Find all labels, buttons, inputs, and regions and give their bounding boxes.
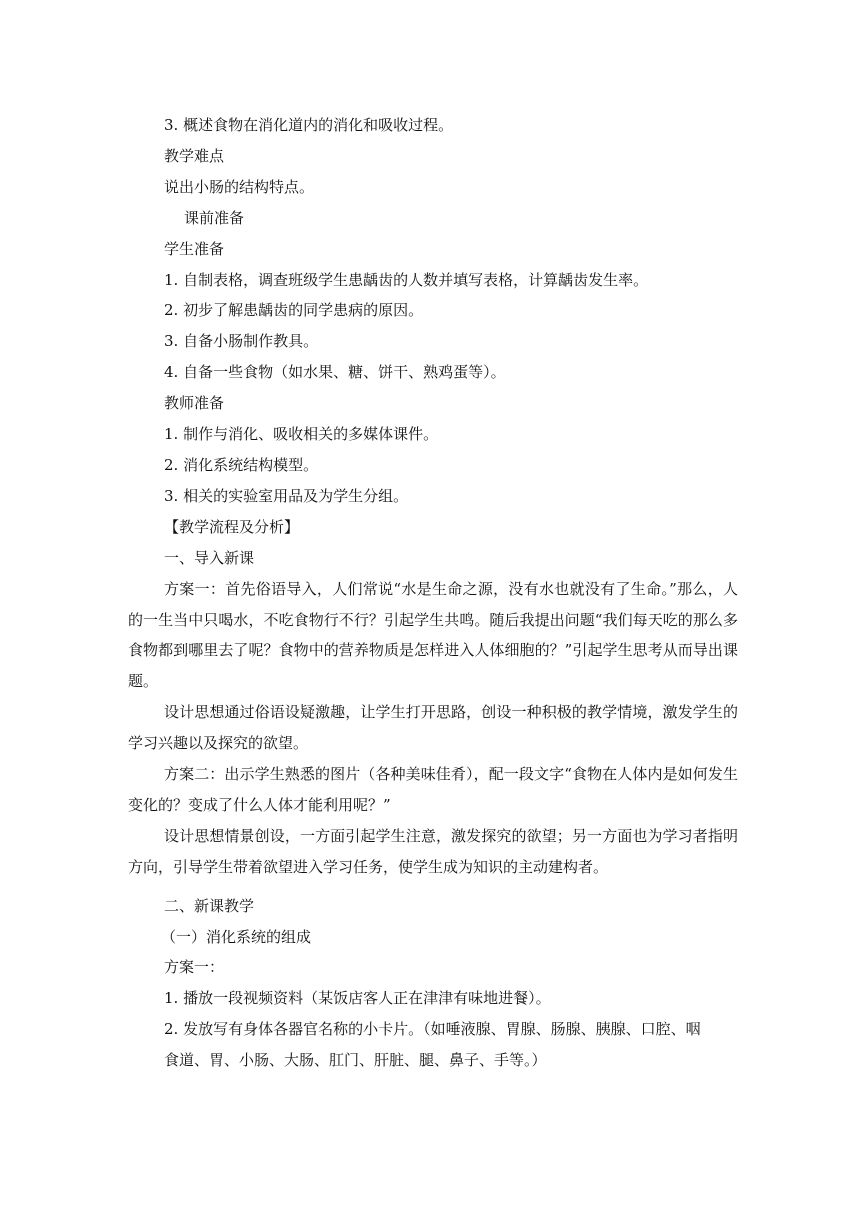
paragraph-design-idea-1: 设计思想通过俗语设疑激趣，让学生打开思路，创设一种积极的教学情境，激发学生的学习兴趣以及探究的欲望。 xyxy=(128,703,738,753)
list-item-lesson-1: 1. 播放一段视频资料（某饭店客人正在津津有味地进餐）。 xyxy=(164,989,551,1008)
heading-teaching-flow: 【教学流程及分析】 xyxy=(164,517,300,536)
list-item-teacher-1: 1. 制作与消化、吸收相关的多媒体课件。 xyxy=(164,425,439,444)
list-item-student-2: 2. 初步了解患龋齿的同学患病的原因。 xyxy=(164,301,424,320)
heading-teacher-preparation: 教师准备 xyxy=(164,394,225,413)
list-item-teacher-3: 3. 相关的实验室用品及为学生分组。 xyxy=(164,486,409,505)
paragraph-plan-one: 方案一：首先俗语导入，人们常说“水是生命之源，没有水也就没有了生命。”那么，人的一生当中只喝水，不吃食物行不行？引起学生共鸣。随后我提出问题“我们每天吃的那么多食物都到哪里去了呢？食物中的营养物质是怎样进入人体细胞的？”引起学生思考从而导出课题。 xyxy=(128,579,738,691)
heading-pre-class-preparation: 课前准备 xyxy=(184,208,245,227)
list-item-student-3: 3. 自备小肠制作教具。 xyxy=(164,332,319,351)
document-body xyxy=(128,110,738,1076)
heading-plan-one: 方案一： xyxy=(164,958,225,977)
paragraph-objective-3: 3. 概述食物在消化道内的消化和吸收过程。 xyxy=(164,116,454,134)
list-item-student-4: 4. 自备一些食物（如水果、糖、饼干、熟鸡蛋等）。 xyxy=(164,363,506,382)
heading-student-preparation: 学生准备 xyxy=(164,239,225,258)
list-item-student-1: 1. 自制表格，调查班级学生患龋齿的人数并填写表格，计算龋齿发生率。 xyxy=(164,270,649,289)
heading-teaching-difficulty: 教学难点 xyxy=(164,146,225,165)
list-item-lesson-2: 2. 发放写有身体各器官名称的小卡片。（如唾液腺、胃腺、肠腺、胰腺、口腔、咽 xyxy=(164,1020,701,1039)
spacer xyxy=(128,883,738,891)
list-item-lesson-2-continued: 食道、胃、小肠、大肠、肛门、肝脏、腿、鼻子、手等。） xyxy=(164,1051,547,1070)
list-item-teacher-2: 2. 消化系统结构模型。 xyxy=(164,455,319,474)
paragraph-difficulty: 说出小肠的结构特点。 xyxy=(164,177,315,196)
heading-digestive-system: （一）消化系统的组成 xyxy=(161,927,312,946)
paragraph-plan-two: 方案二：出示学生熟悉的图片（各种美味佳肴），配一段文字“食物在人体内是如何发生变化的？变成了什么人体才能利用呢？” xyxy=(128,765,738,814)
heading-new-lesson: 二、新课教学 xyxy=(164,896,255,915)
paragraph-design-idea-2: 设计思想情景创设，一方面引起学生注意，激发探究的欲望；另一方面也为学习者指明方向，引导学生带着欲望进入学习任务，使学生成为知识的主动建构者。 xyxy=(128,826,738,876)
heading-introduction: 一、导入新课 xyxy=(164,548,255,567)
